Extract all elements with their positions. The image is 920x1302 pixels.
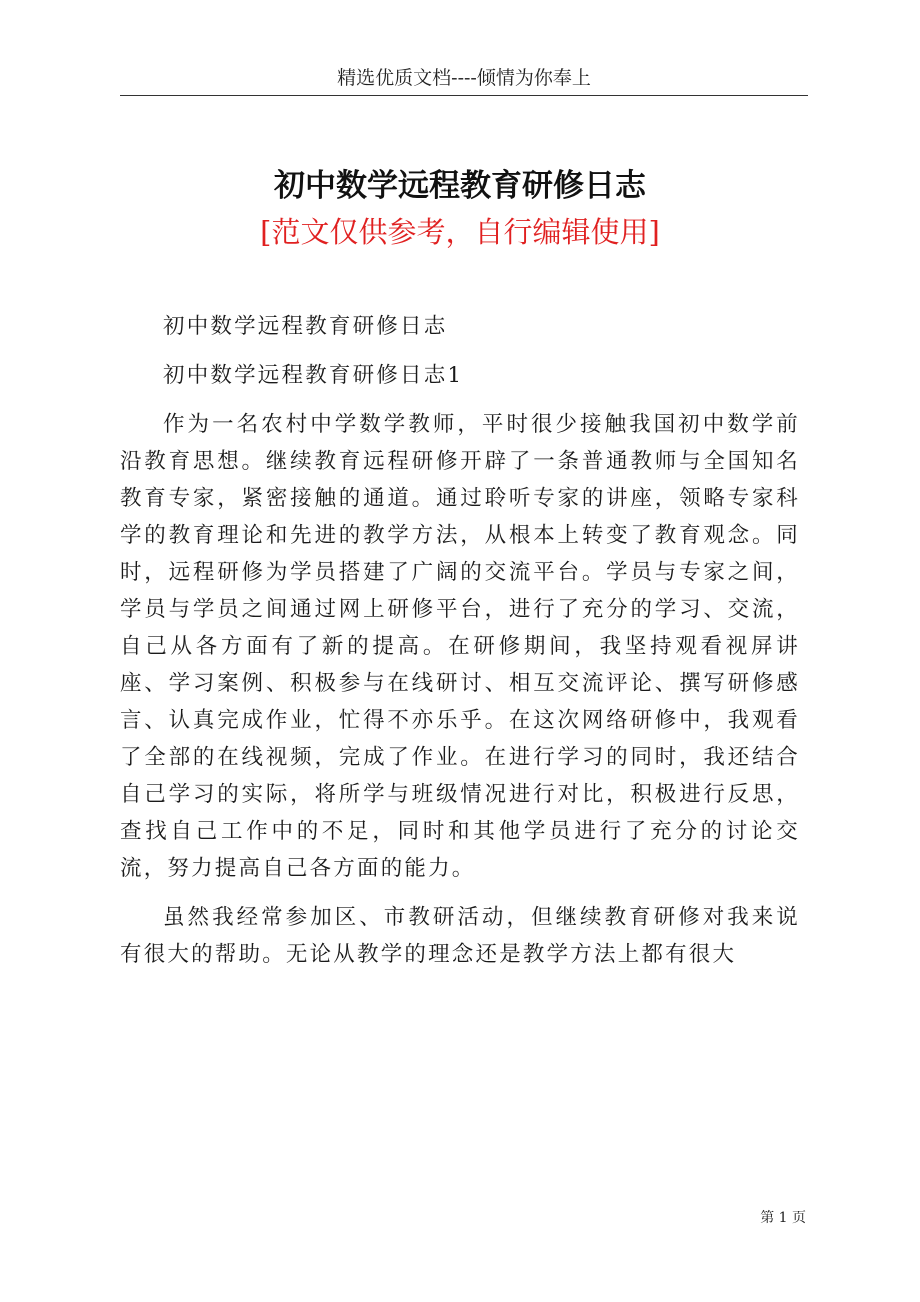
- document-title: 初中数学远程教育研修日志: [274, 168, 646, 204]
- header-divider: [120, 95, 808, 96]
- document-subtitle: [范文仅供参考，自行编辑使用]: [260, 215, 660, 249]
- page-header: 精选优质文档----倾情为你奉上: [337, 67, 591, 89]
- document-body: [120, 308, 800, 985]
- page-number: 第 1 页: [760, 1210, 806, 1226]
- body-heading: 初中数学远程教育研修日志: [163, 314, 448, 339]
- body-paragraph: 作为一名农村中学数学教师，平时很少接触我国初中数学前沿教育思想。继续教育远程研修开辟了一条普通教师与全国知名教育专家，紧密接触的通道。通过聆听专家的讲座，领略专家科学的教育理论和先进的教学方法，从根本上转变了教育观念。同时，远程研修为学员搭建了广阔的交流平台。学员与专家之间，学员与学员之间通过网上研修平台，进行了充分的学习、交流，自己从各方面有了新的提高。在研修期间，我坚持观看视屏讲座、学习案例、积极参与在线研讨、相互交流评论、撰写研修感言、认真完成作业，忙得不亦乐乎。在这次网络研修中，我观看了全部的在线视频，完成了作业。在进行学习的同时，我还结合自己学习的实际，将所学与班级情况进行对比，积极进行反思，查找自己工作中的不足，同时和其他学员进行了充分的讨论交流，努力提高自己各方面的能力。: [120, 412, 800, 881]
- body-paragraph: 虽然我经常参加区、市教研活动，但继续教育研修对我来说有很大的帮助。无论从教学的理念还是教学方法上都有很大: [120, 905, 800, 967]
- body-subheading: 初中数学远程教育研修日志1: [163, 363, 464, 388]
